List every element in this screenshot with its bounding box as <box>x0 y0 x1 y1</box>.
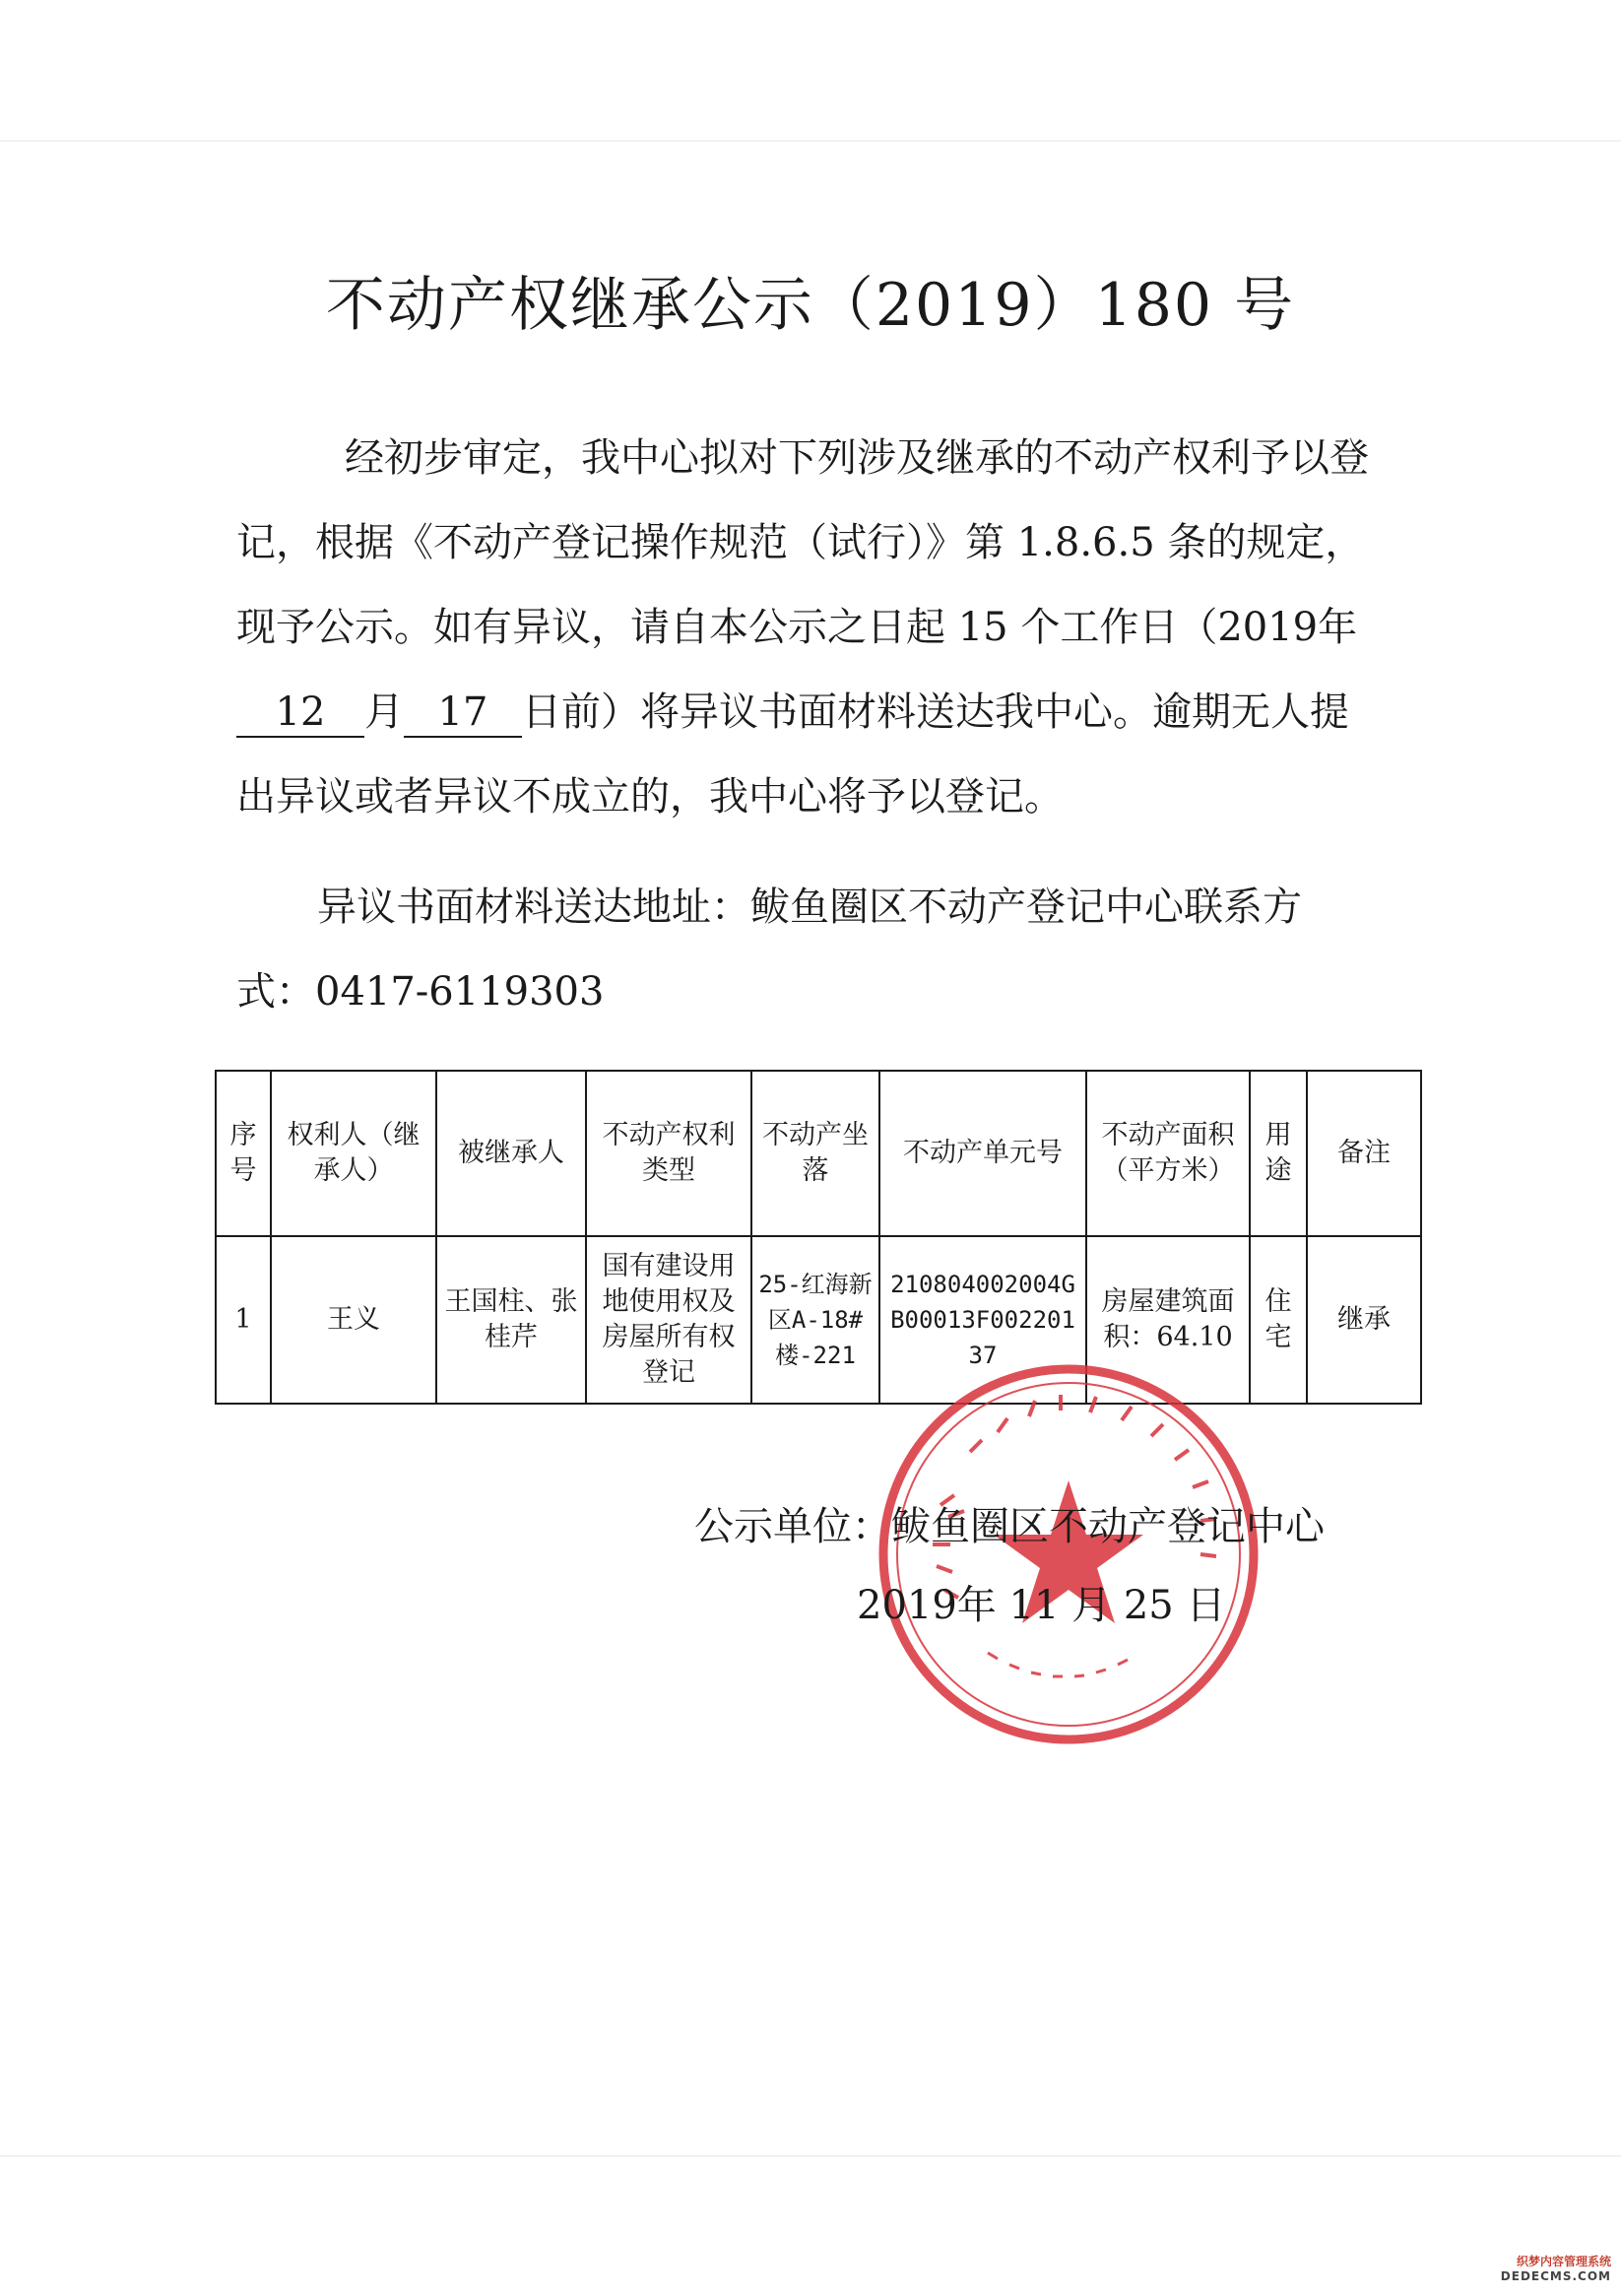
scan-edge-bottom <box>0 2155 1621 2157</box>
col-header-area: 不动产面积（平方米） <box>1086 1071 1250 1236</box>
notice-rest: 日前）将异议书面材料送达我中心。逾期无人提出异议或者异议不成立的，我中心将予以登记。 <box>236 689 1349 820</box>
col-header-decedent: 被继承人 <box>436 1071 586 1236</box>
address-paragraph <box>236 865 1379 1034</box>
col-header-remark: 备注 <box>1307 1071 1421 1236</box>
objection-address: 异议书面材料送达地址：鲅鱼圈区不动产登记中心联系方式：0417-6119303 <box>236 885 1302 1015</box>
col-header-location: 不动产坐落 <box>751 1071 879 1236</box>
deadline-month: 12 <box>236 689 364 738</box>
seal-lettering <box>0 0 1 1</box>
watermark <box>1501 2255 1611 2284</box>
col-header-heir: 权利人（继承人） <box>271 1071 436 1236</box>
table-header-row <box>216 1071 1421 1236</box>
watermark-line-1: 织梦内容管理系统 <box>1516 2255 1611 2268</box>
deadline-day: 17 <box>404 689 522 738</box>
page-title: 不动产权继承公示（2019）180 号 <box>325 271 1296 340</box>
cell-remark: 继承 <box>1307 1236 1421 1404</box>
cell-usage: 住宅 <box>1250 1236 1307 1404</box>
cell-area: 房屋建筑面积：64.10 <box>1086 1236 1250 1404</box>
seal-code-marks <box>988 1653 1128 1676</box>
cell-decedent: 王国柱、张桂芹 <box>436 1236 586 1404</box>
publish-date: 2019年 11 月 25 日 <box>857 1583 1226 1628</box>
cell-location: 25-红海新区A-18#楼-221 <box>751 1236 879 1404</box>
col-header-no: 序号 <box>216 1071 271 1236</box>
col-header-right-type: 不动产权利类型 <box>586 1071 751 1236</box>
watermark-line-2: DEDECMS.COM <box>1500 2269 1611 2283</box>
scan-edge-top <box>0 140 1621 142</box>
notice-paragraph <box>236 416 1379 839</box>
cell-heir: 王义 <box>271 1236 436 1404</box>
notice-intro: 经初步审定，我中心拟对下列涉及继承的不动产权利予以登记，根据《不动产登记操作规范（试行）》第 1.8.6.5 条的规定，现予公示。如有异议，请自本公示之日起 15 个工作日（2019年 <box>236 435 1369 650</box>
cell-no: 1 <box>216 1236 271 1404</box>
registration-table <box>215 1070 1422 1405</box>
col-header-usage: 用途 <box>1250 1071 1307 1236</box>
official-seal-stamp <box>872 1357 1265 1751</box>
cell-right-type: 国有建设用地使用权及房屋所有权登记 <box>586 1236 751 1404</box>
cell-unit-no: 210804002004GB00013F00220137 <box>879 1236 1086 1404</box>
deadline-month-suffix: 月 <box>364 689 404 735</box>
publishing-unit: 公示单位：鲅鱼圈区不动产登记中心 <box>694 1504 1325 1549</box>
col-header-unit-no: 不动产单元号 <box>879 1071 1086 1236</box>
